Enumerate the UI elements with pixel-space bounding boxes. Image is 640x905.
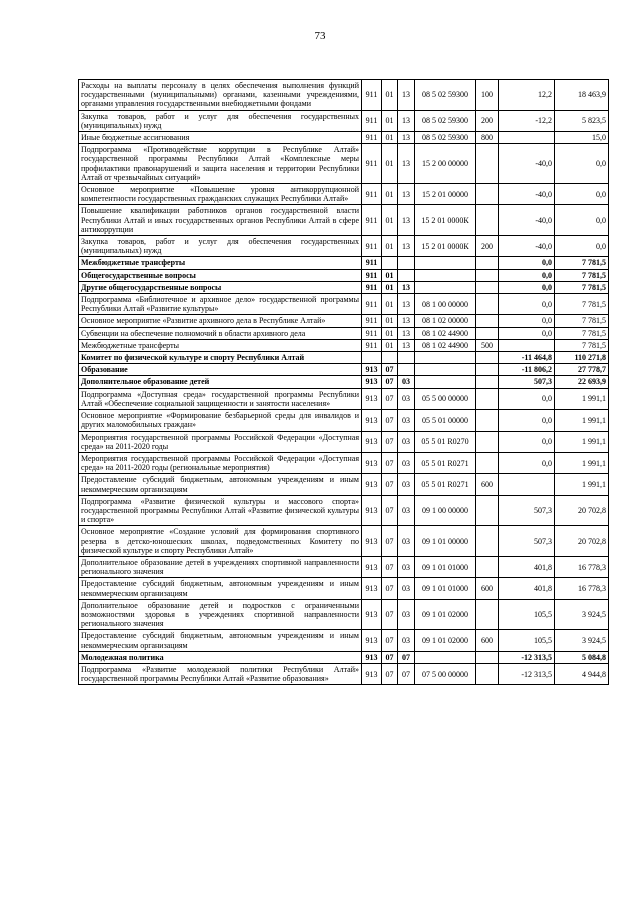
cell-section: 01 <box>382 205 398 236</box>
cell-subsection: 03 <box>398 578 415 599</box>
row-name: Комитет по физической культуре и спорту Республики Алтай <box>79 352 362 364</box>
cell-admin-code: 913 <box>362 388 382 409</box>
cell-subsection: 13 <box>398 184 415 205</box>
cell-expense-type <box>476 205 499 236</box>
row-name: Иные бюджетные ассигнования <box>79 132 362 144</box>
cell-section: 07 <box>382 495 398 526</box>
cell-target-article: 05 5 01 R0270 <box>415 431 476 452</box>
cell-change-amount: 0,0 <box>499 327 555 339</box>
cell-section: 01 <box>382 184 398 205</box>
table-row <box>79 315 609 327</box>
cell-expense-type <box>476 388 499 409</box>
table-row <box>79 556 609 577</box>
cell-admin-code: 913 <box>362 431 382 452</box>
cell-change-amount: -40,0 <box>499 236 555 257</box>
row-name: Предоставление субсидий бюджетным, автономным учреждениям и иным некоммерческим организациям <box>79 578 362 599</box>
cell-total-amount: 1 991,1 <box>555 452 609 473</box>
cell-section: 07 <box>382 630 398 651</box>
row-name: Образование <box>79 364 362 376</box>
cell-total-amount: 7 781,5 <box>555 281 609 293</box>
cell-target-article: 05 5 00 00000 <box>415 388 476 409</box>
cell-admin-code: 913 <box>362 599 382 630</box>
cell-subsection: 03 <box>398 452 415 473</box>
cell-admin-code: 911 <box>362 269 382 281</box>
cell-total-amount: 5 084,8 <box>555 651 609 663</box>
row-name: Закупка товаров, работ и услуг для обеспечения государственных (муниципальных) нужд <box>79 110 362 131</box>
cell-change-amount: 0,0 <box>499 269 555 281</box>
cell-change-amount: 0,0 <box>499 388 555 409</box>
cell-total-amount: 0,0 <box>555 144 609 184</box>
cell-subsection: 03 <box>398 431 415 452</box>
cell-subsection: 13 <box>398 205 415 236</box>
cell-change-amount: 0,0 <box>499 431 555 452</box>
cell-target-article: 15 2 01 0000К <box>415 205 476 236</box>
cell-admin-code: 911 <box>362 257 382 269</box>
cell-admin-code: 911 <box>362 132 382 144</box>
cell-total-amount: 7 781,5 <box>555 327 609 339</box>
cell-expense-type <box>476 269 499 281</box>
cell-change-amount: 0,0 <box>499 257 555 269</box>
cell-subsection <box>398 269 415 281</box>
cell-subsection <box>398 257 415 269</box>
cell-total-amount: 1 991,1 <box>555 431 609 452</box>
row-name: Межбюджетные трансферты <box>79 257 362 269</box>
cell-target-article: 08 5 02 59300 <box>415 110 476 131</box>
cell-expense-type <box>476 651 499 663</box>
cell-target-article <box>415 269 476 281</box>
row-name: Подпрограмма «Противодействие коррупции в Республике Алтай» государственной программы Республики Алтай «Комплексные меры профилактики правонарушений и защита населения и территории Республики Алтай от чрезвычайных ситуаций» <box>79 144 362 184</box>
cell-admin-code: 913 <box>362 651 382 663</box>
cell-section: 07 <box>382 556 398 577</box>
cell-change-amount: -40,0 <box>499 144 555 184</box>
table-row <box>79 327 609 339</box>
cell-change-amount: 507,3 <box>499 376 555 388</box>
cell-total-amount: 0,0 <box>555 184 609 205</box>
cell-admin-code: 913 <box>362 364 382 376</box>
cell-total-amount: 20 702,8 <box>555 495 609 526</box>
table-row <box>79 526 609 557</box>
cell-section: 01 <box>382 294 398 315</box>
table-row <box>79 599 609 630</box>
cell-change-amount: -12 313,5 <box>499 663 555 684</box>
cell-section: 07 <box>382 364 398 376</box>
table-row <box>79 495 609 526</box>
table-row <box>79 294 609 315</box>
cell-subsection: 13 <box>398 281 415 293</box>
cell-expense-type <box>476 257 499 269</box>
cell-expense-type <box>476 281 499 293</box>
cell-section: 01 <box>382 144 398 184</box>
table-row <box>79 352 609 364</box>
cell-target-article: 15 2 01 00000 <box>415 184 476 205</box>
cell-target-article: 08 5 02 59300 <box>415 80 476 111</box>
cell-total-amount: 16 778,3 <box>555 556 609 577</box>
cell-target-article: 15 2 00 00000 <box>415 144 476 184</box>
cell-expense-type: 800 <box>476 132 499 144</box>
cell-subsection: 03 <box>398 630 415 651</box>
cell-change-amount <box>499 339 555 351</box>
cell-target-article: 15 2 01 0000К <box>415 236 476 257</box>
cell-section: 07 <box>382 410 398 431</box>
cell-admin-code: 911 <box>362 205 382 236</box>
cell-section: 07 <box>382 388 398 409</box>
table-row <box>79 80 609 111</box>
cell-section: 07 <box>382 431 398 452</box>
cell-target-article: 08 1 00 00000 <box>415 294 476 315</box>
row-name: Подпрограмма «Библиотечное и архивное дело» государственной программы Республики Алтай «Развитие культуры» <box>79 294 362 315</box>
cell-change-amount: 105,5 <box>499 630 555 651</box>
cell-expense-type <box>476 431 499 452</box>
cell-change-amount: -12 313,5 <box>499 651 555 663</box>
cell-total-amount: 7 781,5 <box>555 294 609 315</box>
cell-admin-code: 911 <box>362 294 382 315</box>
cell-change-amount: 507,3 <box>499 526 555 557</box>
cell-section: 01 <box>382 80 398 111</box>
cell-admin-code: 911 <box>362 144 382 184</box>
cell-expense-type <box>476 599 499 630</box>
row-name: Молодежная политика <box>79 651 362 663</box>
cell-section: 01 <box>382 315 398 327</box>
cell-total-amount: 18 463,9 <box>555 80 609 111</box>
cell-target-article: 08 1 02 00000 <box>415 315 476 327</box>
cell-expense-type <box>476 495 499 526</box>
cell-total-amount: 0,0 <box>555 205 609 236</box>
cell-expense-type <box>476 294 499 315</box>
cell-total-amount: 110 271,8 <box>555 352 609 364</box>
cell-change-amount: 401,8 <box>499 556 555 577</box>
cell-target-article <box>415 364 476 376</box>
cell-expense-type <box>476 452 499 473</box>
cell-admin-code: 913 <box>362 495 382 526</box>
cell-target-article: 07 5 00 00000 <box>415 663 476 684</box>
cell-expense-type: 600 <box>476 630 499 651</box>
cell-target-article: 05 5 01 00000 <box>415 410 476 431</box>
cell-expense-type <box>476 556 499 577</box>
cell-expense-type: 100 <box>476 80 499 111</box>
cell-admin-code: 913 <box>362 556 382 577</box>
cell-target-article: 09 1 00 00000 <box>415 495 476 526</box>
table-row <box>79 110 609 131</box>
cell-expense-type <box>476 315 499 327</box>
cell-total-amount: 16 778,3 <box>555 578 609 599</box>
table-row <box>79 452 609 473</box>
cell-section: 07 <box>382 376 398 388</box>
row-name: Общегосударственные вопросы <box>79 269 362 281</box>
cell-section: 01 <box>382 110 398 131</box>
cell-target-article <box>415 352 476 364</box>
table-row <box>79 281 609 293</box>
cell-section: 07 <box>382 526 398 557</box>
cell-section <box>382 257 398 269</box>
table-row <box>79 388 609 409</box>
cell-section: 07 <box>382 599 398 630</box>
cell-subsection: 03 <box>398 474 415 495</box>
cell-change-amount: 0,0 <box>499 315 555 327</box>
table-row <box>79 630 609 651</box>
cell-admin-code: 913 <box>362 452 382 473</box>
table-row <box>79 205 609 236</box>
row-name: Дополнительное образование детей в учреждениях спортивной направленности регионального значения <box>79 556 362 577</box>
cell-expense-type: 500 <box>476 339 499 351</box>
cell-admin-code: 911 <box>362 236 382 257</box>
table-row <box>79 364 609 376</box>
table-row <box>79 376 609 388</box>
table-row <box>79 144 609 184</box>
cell-change-amount: 12,2 <box>499 80 555 111</box>
cell-total-amount: 22 693,9 <box>555 376 609 388</box>
cell-expense-type <box>476 184 499 205</box>
cell-total-amount: 7 781,5 <box>555 257 609 269</box>
cell-target-article: 08 5 02 59300 <box>415 132 476 144</box>
cell-expense-type <box>476 526 499 557</box>
cell-subsection: 13 <box>398 339 415 351</box>
cell-change-amount: 105,5 <box>499 599 555 630</box>
cell-section <box>382 352 398 364</box>
cell-subsection: 03 <box>398 495 415 526</box>
cell-section: 07 <box>382 578 398 599</box>
cell-target-article: 09 1 01 01000 <box>415 578 476 599</box>
cell-admin-code: 913 <box>362 376 382 388</box>
cell-target-article <box>415 376 476 388</box>
cell-subsection: 07 <box>398 651 415 663</box>
row-name: Предоставление субсидий бюджетным, автономным учреждениям и иным некоммерческим организациям <box>79 474 362 495</box>
table-row <box>79 578 609 599</box>
row-name: Другие общегосударственные вопросы <box>79 281 362 293</box>
cell-target-article <box>415 651 476 663</box>
table-row <box>79 663 609 684</box>
cell-target-article: 09 1 01 02000 <box>415 630 476 651</box>
cell-change-amount: 0,0 <box>499 294 555 315</box>
cell-total-amount: 1 991,1 <box>555 474 609 495</box>
table-row <box>79 257 609 269</box>
row-name: Основное мероприятие «Формирование безбарьерной среды для инвалидов и других маломобильных граждан» <box>79 410 362 431</box>
cell-total-amount: 4 944,8 <box>555 663 609 684</box>
cell-subsection: 03 <box>398 410 415 431</box>
cell-total-amount: 7 781,5 <box>555 269 609 281</box>
cell-subsection: 03 <box>398 376 415 388</box>
table-row <box>79 184 609 205</box>
cell-admin-code: 913 <box>362 474 382 495</box>
cell-total-amount: 20 702,8 <box>555 526 609 557</box>
table-row <box>79 269 609 281</box>
cell-target-article <box>415 281 476 293</box>
cell-subsection: 13 <box>398 80 415 111</box>
cell-section: 07 <box>382 452 398 473</box>
table-row <box>79 236 609 257</box>
cell-expense-type <box>476 144 499 184</box>
cell-subsection: 03 <box>398 388 415 409</box>
cell-target-article <box>415 257 476 269</box>
row-name: Основное мероприятие «Повышение уровня антикоррупционной компетентности государственных гражданских служащих Республики Алтай» <box>79 184 362 205</box>
table-row <box>79 651 609 663</box>
cell-admin-code: 913 <box>362 663 382 684</box>
cell-target-article: 08 1 02 44900 <box>415 327 476 339</box>
cell-change-amount: 507,3 <box>499 495 555 526</box>
row-name: Подпрограмма «Развитие молодежной политики Республики Алтай» государственной программы Республики Алтай «Развитие образования» <box>79 663 362 684</box>
page-number: 73 <box>314 30 326 42</box>
cell-subsection: 03 <box>398 526 415 557</box>
row-name: Повышение квалификации работников органов государственной власти Республики Алтай и иных государственных органов Республики Алтай в сфере антикоррупции <box>79 205 362 236</box>
row-name: Межбюджетные трансферты <box>79 339 362 351</box>
cell-total-amount: 0,0 <box>555 236 609 257</box>
cell-total-amount: 27 778,7 <box>555 364 609 376</box>
cell-subsection: 13 <box>398 144 415 184</box>
cell-subsection <box>398 364 415 376</box>
cell-change-amount: 401,8 <box>499 578 555 599</box>
cell-expense-type: 200 <box>476 236 499 257</box>
table-row <box>79 339 609 351</box>
cell-target-article: 09 1 01 02000 <box>415 599 476 630</box>
cell-subsection: 13 <box>398 110 415 131</box>
cell-expense-type <box>476 364 499 376</box>
cell-admin-code: 911 <box>362 184 382 205</box>
cell-subsection: 13 <box>398 327 415 339</box>
cell-expense-type: 600 <box>476 474 499 495</box>
cell-admin-code: 911 <box>362 339 382 351</box>
cell-total-amount: 7 781,5 <box>555 339 609 351</box>
row-name: Закупка товаров, работ и услуг для обеспечения государственных (муниципальных) нужд <box>79 236 362 257</box>
cell-change-amount: 0,0 <box>499 452 555 473</box>
cell-target-article: 09 1 01 00000 <box>415 526 476 557</box>
cell-section: 01 <box>382 339 398 351</box>
cell-section: 01 <box>382 132 398 144</box>
cell-expense-type <box>476 352 499 364</box>
cell-admin-code <box>362 352 382 364</box>
cell-change-amount <box>499 132 555 144</box>
budget-table <box>78 79 609 685</box>
cell-section: 07 <box>382 474 398 495</box>
cell-subsection <box>398 352 415 364</box>
cell-total-amount: 7 781,5 <box>555 315 609 327</box>
cell-change-amount: 0,0 <box>499 281 555 293</box>
table-row <box>79 132 609 144</box>
cell-target-article: 08 1 02 44900 <box>415 339 476 351</box>
cell-total-amount: 5 823,5 <box>555 110 609 131</box>
cell-total-amount: 1 991,1 <box>555 388 609 409</box>
cell-admin-code: 913 <box>362 526 382 557</box>
table-body <box>79 80 609 685</box>
cell-expense-type <box>476 410 499 431</box>
cell-target-article: 09 1 01 01000 <box>415 556 476 577</box>
cell-total-amount: 1 991,1 <box>555 410 609 431</box>
cell-change-amount: 0,0 <box>499 410 555 431</box>
cell-change-amount: -11 464,8 <box>499 352 555 364</box>
row-name: Субвенции на обеспечение полномочий в области архивного дела <box>79 327 362 339</box>
cell-admin-code: 911 <box>362 110 382 131</box>
cell-section: 01 <box>382 281 398 293</box>
row-name: Предоставление субсидий бюджетным, автономным учреждениям и иным некоммерческим организациям <box>79 630 362 651</box>
row-name: Дополнительное образование детей <box>79 376 362 388</box>
cell-change-amount: -11 806,2 <box>499 364 555 376</box>
cell-section: 01 <box>382 327 398 339</box>
cell-admin-code: 911 <box>362 80 382 111</box>
cell-change-amount: -40,0 <box>499 184 555 205</box>
cell-admin-code: 911 <box>362 315 382 327</box>
cell-target-article: 05 5 01 R0271 <box>415 474 476 495</box>
cell-subsection: 13 <box>398 294 415 315</box>
cell-change-amount: -12,2 <box>499 110 555 131</box>
cell-section: 01 <box>382 236 398 257</box>
row-name: Подпрограмма «Развитие физической культуры и массового спорта» государственной программы Республики Алтай «Развитие физической культуры и спорта» <box>79 495 362 526</box>
cell-total-amount: 3 924,5 <box>555 630 609 651</box>
cell-subsection: 13 <box>398 315 415 327</box>
cell-change-amount <box>499 474 555 495</box>
cell-expense-type <box>476 663 499 684</box>
cell-admin-code: 913 <box>362 578 382 599</box>
cell-subsection: 13 <box>398 132 415 144</box>
cell-section: 07 <box>382 663 398 684</box>
table-row <box>79 431 609 452</box>
row-name: Дополнительное образование детей и подростков с ограниченными возможностями здоровья в учреждениях спортивной направленности регионального значения <box>79 599 362 630</box>
row-name: Основное мероприятие «Развитие архивного дела в Республике Алтай» <box>79 315 362 327</box>
cell-change-amount: -40,0 <box>499 205 555 236</box>
cell-subsection: 07 <box>398 663 415 684</box>
cell-total-amount: 3 924,5 <box>555 599 609 630</box>
cell-subsection: 03 <box>398 599 415 630</box>
cell-section: 07 <box>382 651 398 663</box>
row-name: Мероприятия государственной программы Российской Федерации «Доступная среда» на 2011-2020 годы <box>79 431 362 452</box>
cell-target-article: 05 5 01 R0271 <box>415 452 476 473</box>
table-row <box>79 410 609 431</box>
table-row <box>79 474 609 495</box>
row-name: Расходы на выплаты персоналу в целях обеспечения выполнения функций государственными (муниципальными) органами, казенными учреждениями, органами управления государственными внебюджетными фондами <box>79 80 362 111</box>
row-name: Подпрограмма «Доступная среда» государственной программы Республики Алтай «Обеспечение социальной защищенности и занятости населения» <box>79 388 362 409</box>
row-name: Мероприятия государственной программы Российской Федерации «Доступная среда» на 2011-2020 годы (региональные мероприятия) <box>79 452 362 473</box>
cell-expense-type: 600 <box>476 578 499 599</box>
cell-admin-code: 911 <box>362 281 382 293</box>
cell-admin-code: 913 <box>362 630 382 651</box>
cell-subsection: 13 <box>398 236 415 257</box>
cell-section: 01 <box>382 269 398 281</box>
cell-expense-type <box>476 376 499 388</box>
cell-subsection: 03 <box>398 556 415 577</box>
cell-admin-code: 911 <box>362 327 382 339</box>
cell-admin-code: 913 <box>362 410 382 431</box>
cell-expense-type <box>476 327 499 339</box>
row-name: Основное мероприятие «Создание условий для формирования спортивного резерва в детско-юношеских школах, подведомственных Комитету по физической культуре и спорту Республики Алтай» <box>79 526 362 557</box>
cell-expense-type: 200 <box>476 110 499 131</box>
cell-total-amount: 15,0 <box>555 132 609 144</box>
